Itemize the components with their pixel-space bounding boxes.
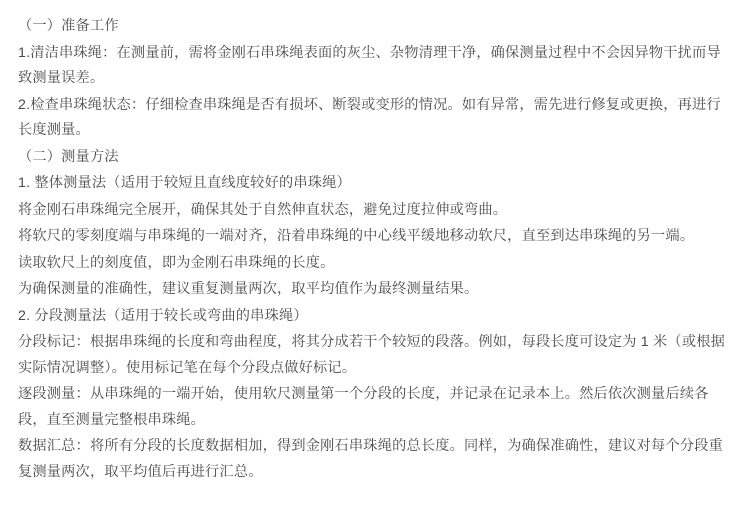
section-heading: （一）准备工作	[18, 18, 119, 34]
paragraph: 1.清洁串珠绳：在测量前，需将金刚石串珠绳表面的灰尘、杂物清理干净，确保测量过程中不会因异物干扰而导致测量误差。	[18, 44, 721, 86]
paragraph: 将软尺的零刻度端与串珠绳的一端对齐，沿着串珠绳的中心线平缓地移动软尺，直至到达串珠绳的另一端。	[18, 228, 695, 244]
paragraph: 为确保测量的准确性，建议重复测量两次，取平均值作为最终测量结果。	[18, 281, 479, 297]
paragraph: 2. 分段测量法（适用于较长或弯曲的串珠绳）	[18, 307, 308, 324]
section-heading: （二）测量方法	[18, 148, 119, 165]
paragraph: 读取软尺上的刻度值，即为金刚石串珠绳的长度。	[18, 254, 335, 271]
paragraph: 分段标记：根据串珠绳的长度和弯曲程度，将其分成若干个较短的段落。例如，每段长度可设定为 1 米（或根据实际情况调整）。使用标记笔在每个分段点做好标记。	[18, 334, 725, 376]
paragraph: 逐段测量：从串珠绳的一端开始，使用软尺测量第一个分段的长度，并记录在记录本上。然后依次测量后续各段，直至测量完整根串珠绳。	[18, 386, 709, 428]
paragraph: 将金刚石串珠绳完全展开，确保其处于自然伸直状态，避免过度拉伸或弯曲。	[18, 201, 508, 218]
paragraph: 1. 整体测量法（适用于较短且直线度较好的串珠绳）	[18, 175, 351, 191]
document-body	[18, 14, 732, 485]
paragraph: 2.检查串珠绳状态：仔细检查串珠绳是否有损坏、断裂或变形的情况。如有异常，需先进行修复或更换，再进行长度测量。	[18, 96, 721, 138]
paragraph: 数据汇总：将所有分段的长度数据相加，得到金刚石串珠绳的总长度。同样，为确保准确性，建议对每个分段重复测量两次，取平均值后再进行汇总。	[18, 438, 723, 480]
